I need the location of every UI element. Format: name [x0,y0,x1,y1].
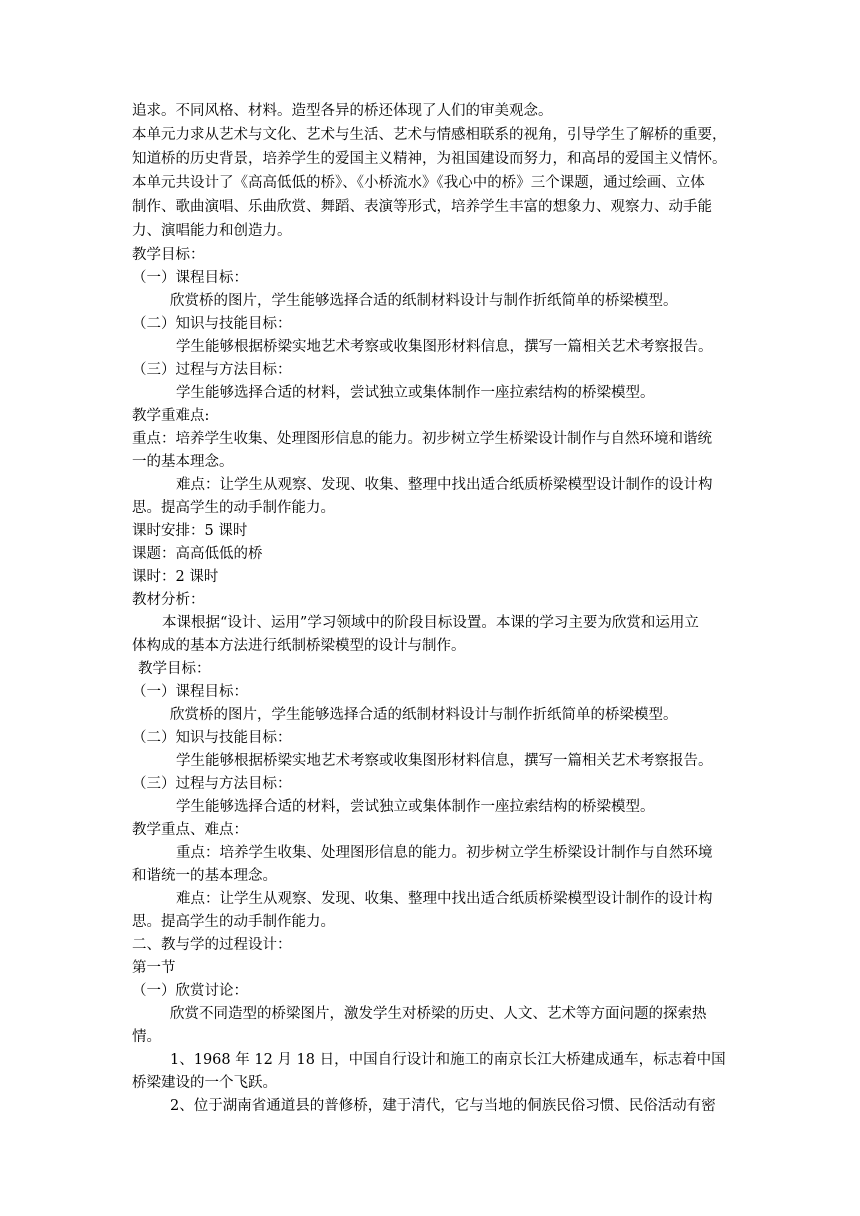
text-line: 难点：让学生从观察、发现、收集、整理中找出适合纸质桥梁模型设计制作的设计构 [176,477,713,493]
subsection-heading: （二）知识与技能目标： [132,316,292,332]
text-line: 本单元共设计了《高高低低的桥》、《小桥流水》《我心中的桥》三个课题，通过绘画、立体 [132,175,705,191]
text-line: 1、1968 年 12 月 18 日，中国自行设计和施工的南京长江大桥建成通车，标志着中国 [170,1052,726,1068]
text-line: 重点：培养学生收集、处理图形信息的能力。初步树立学生桥梁设计制作与自然环境 [176,845,713,861]
text-line: 本课根据“设计、运用”学习领域中的阶段目标设置。本课的学习主要为欣赏和运用立 [162,615,699,631]
text-line: 制作、歌曲演唱、乐曲欣赏、舞蹈、表演等形式，培养学生丰富的想象力、观察力、动手能 [132,199,712,215]
text-line: 情。 [132,1029,161,1045]
text-line: 体构成的基本方法进行纸制桥梁模型的设计与制作。 [132,638,466,654]
section-heading: 教学重点、难点： [132,822,248,838]
subsection-heading: （三）过程与方法目标： [132,362,292,378]
text-line: 欣赏桥的图片，学生能够选择合适的纸制材料设计与制作折纸简单的桥梁模型。 [170,293,678,309]
text-line: 一的基本理念。 [132,454,234,470]
section-heading: 教材分析： [132,592,205,608]
section-heading: 教学目标： [132,247,205,263]
subsection-heading: （一）课程目标： [132,270,248,286]
text-line: 学生能够选择合适的材料，尝试独立或集体制作一座拉索结构的桥梁模型。 [176,385,655,401]
text-line: 课时安排：5 课时 [132,523,248,539]
text-line: 力、演唱能力和创造力。 [132,223,292,239]
text-line: 重点：培养学生收集、处理图形信息的能力。初步树立学生桥梁设计制作与自然环境和谐统 [132,431,712,447]
text-line: 桥梁建设的一个飞跃。 [132,1075,277,1091]
subsection-heading: （一）欣赏讨论： [132,983,248,999]
section-heading: 第一节 [132,960,176,976]
text-line: 难点：让学生从观察、发现、收集、整理中找出适合纸质桥梁模型设计制作的设计构 [176,891,713,907]
text-line: 课时：2 课时 [132,569,219,585]
section-heading: 教学重难点: [132,408,210,424]
subsection-heading: （三）过程与方法目标： [132,776,292,792]
text-line: 欣赏不同造型的桥梁图片，激发学生对桥梁的历史、人文、艺术等方面问题的探索热 [170,1006,707,1022]
text-line: 思。提高学生的动手制作能力。 [132,500,335,516]
section-heading: 二、教与学的过程设计： [132,937,292,953]
text-line: 追求。不同风格、材料。造型各异的桥还体现了人们的审美观念。 [132,103,553,119]
text-line: 学生能够选择合适的材料，尝试独立或集体制作一座拉索结构的桥梁模型。 [176,799,655,815]
text-line: 思。提高学生的动手制作能力。 [132,914,335,930]
text-line: 欣赏桥的图片，学生能够选择合适的纸制材料设计与制作折纸简单的桥梁模型。 [170,707,678,723]
text-line: 和谐统一的基本理念。 [132,868,277,884]
subsection-heading: （二）知识与技能目标： [132,730,292,746]
text-line: 学生能够根据桥梁实地艺术考察或收集图形材料信息，撰写一篇相关艺术考察报告。 [176,753,713,769]
text-line: 课题：高高低低的桥 [132,546,263,562]
text-line: 本单元力求从艺术与文化、艺术与生活、艺术与情感相联系的视角，引导学生了解桥的重要， [132,127,727,143]
section-heading: 教学目标： [138,661,211,677]
subsection-heading: （一）课程目标： [132,684,248,700]
text-line: 学生能够根据桥梁实地艺术考察或收集图形材料信息，撰写一篇相关艺术考察报告。 [176,339,713,355]
text-line: 知道桥的历史背景，培养学生的爱国主义精神，为祖国建设而努力，和高昂的爱国主义情怀。 [132,151,727,167]
text-line: 2、位于湖南省通道县的普修桥，建于清代，它与当地的侗族民俗习惯、民俗活动有密 [170,1098,716,1114]
